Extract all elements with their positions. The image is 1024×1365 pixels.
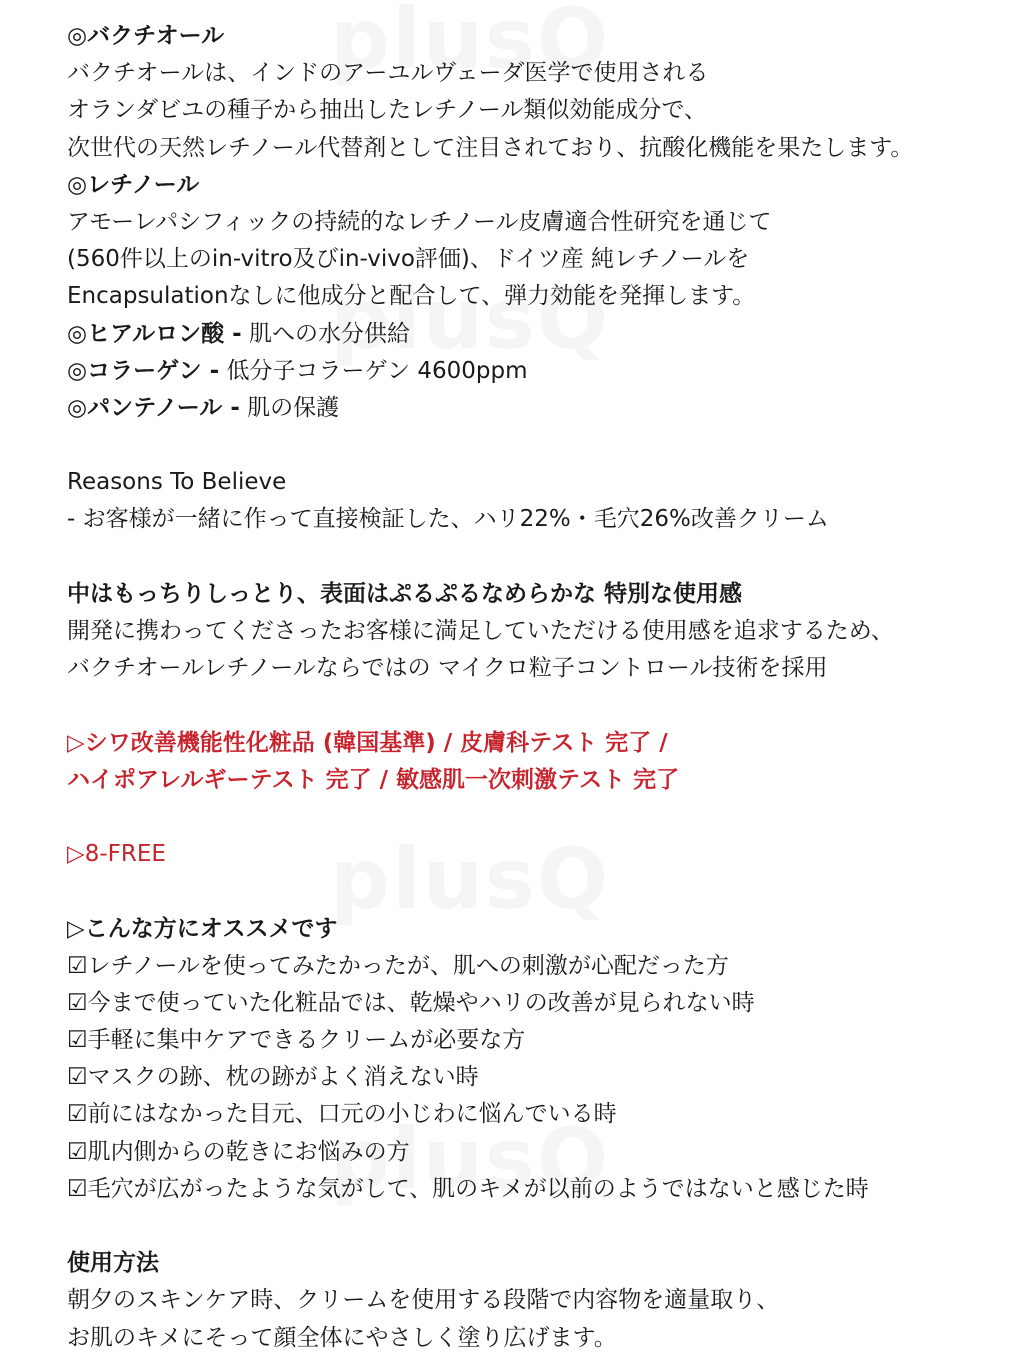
ingredient-desc: 肌への水分供給 <box>241 320 411 347</box>
retinol-line: Encapsulationなしに他成分と配合して、弾力効能を発揮します。 <box>67 283 756 310</box>
tests-line: ハイポアレルギーテスト 完了 / 敏感肌一次刺激テスト 完了 <box>67 766 680 793</box>
ingredient-desc: 肌の保護 <box>239 394 340 421</box>
reasons-heading: Reasons To Believe <box>67 469 287 496</box>
texture-line: 開発に携わってくださったお客様に満足していただける使用感を追求するため、 <box>67 618 894 644</box>
recommend-item: ☑肌内側からの乾きにお悩みの方 <box>67 1138 410 1165</box>
usage-line: お肌のキメにそって顔全体にやさしく塗り広げます。 <box>67 1324 617 1351</box>
retinol-line: アモーレパシフィックの持続的なレチノール皮膚適合性研究を通じて <box>67 208 772 235</box>
recommend-item: ☑レチノールを使ってみたかったが、肌への刺激が心配だった方 <box>67 952 729 979</box>
recommend-item: ☑マスクの跡、枕の跡がよく消えない時 <box>67 1064 479 1091</box>
reasons-line: - お客様が一緒に作って直接検証した、ハリ22%・毛穴26%改善クリーム <box>67 506 829 533</box>
recommend-item: ☑今まで使っていた化粧品では、乾燥やハリの改善が見られない時 <box>67 989 755 1016</box>
collagen-item <box>67 353 1007 390</box>
bakuchiol-heading: ◎バクチオール <box>67 23 225 49</box>
usage-line: 朝夕のスキンケア時、クリームを使用する段階で内容物を適量取り、 <box>67 1287 780 1314</box>
tests-line: ▷シワ改善機能性化粧品 (韓国基準) / 皮膚科テスト 完了 / <box>67 729 668 756</box>
retinol-line: (560件以上のin-vitro及びin-vivo評価)、ドイツ産 純レチノールを <box>67 246 750 273</box>
product-description <box>67 18 1007 1357</box>
recommend-heading: ▷こんな方にオススメです <box>67 915 338 942</box>
usage-heading: 使用方法 <box>67 1250 159 1277</box>
spacer <box>67 539 1007 576</box>
ingredient-name: ◎コラーゲン - <box>67 357 220 384</box>
hyaluronic-acid-item <box>67 316 1007 353</box>
texture-heading: 中はもっちりしっとり、表面はぷるぷるなめらかな 特別な使用感 <box>67 580 743 607</box>
spacer <box>67 799 1007 836</box>
ingredient-name: ◎ヒアルロン酸 - <box>67 320 242 347</box>
ingredient-desc: 低分子コラーゲン 4600ppm <box>219 357 528 384</box>
recommend-section <box>67 911 1007 1209</box>
panthenol-item <box>67 390 1007 427</box>
spacer <box>67 687 1007 724</box>
spacer <box>67 1208 1007 1245</box>
bakuchiol-line: オランダビユの種子から抽出したレチノール類似効能成分で、 <box>67 97 707 124</box>
recommend-item: ☑毛穴が広がったような気がして、肌のキメが以前のようではないと感じた時 <box>67 1175 869 1202</box>
recommend-item: ☑前にはなかった目元、口元の小じわに悩んでいる時 <box>67 1101 617 1128</box>
texture-section <box>67 576 1007 688</box>
ingredient-name: ◎パンテノール - <box>67 394 240 421</box>
spacer <box>67 427 1007 464</box>
recommend-item: ☑手軽に集中ケアできるクリームが必要な方 <box>67 1027 526 1054</box>
retinol-section <box>67 167 1007 316</box>
reasons-section <box>67 464 1007 538</box>
retinol-heading: ◎レチノール <box>67 171 200 198</box>
bakuchiol-line: バクチオールは、インドのアーユルヴェーダ医学で使用される <box>67 60 709 87</box>
bakuchiol-section <box>67 18 1007 167</box>
eight-free-label: ▷8-FREE <box>67 841 166 868</box>
spacer <box>67 873 1007 910</box>
usage-section <box>67 1245 1007 1357</box>
tests-section <box>67 725 1007 799</box>
bakuchiol-line: 次世代の天然レチノール代替剤として注目されており、抗酸化機能を果たします。 <box>67 134 914 161</box>
texture-line: バクチオールレチノールならではの マイクロ粒子コントロール技術を採用 <box>67 655 828 682</box>
